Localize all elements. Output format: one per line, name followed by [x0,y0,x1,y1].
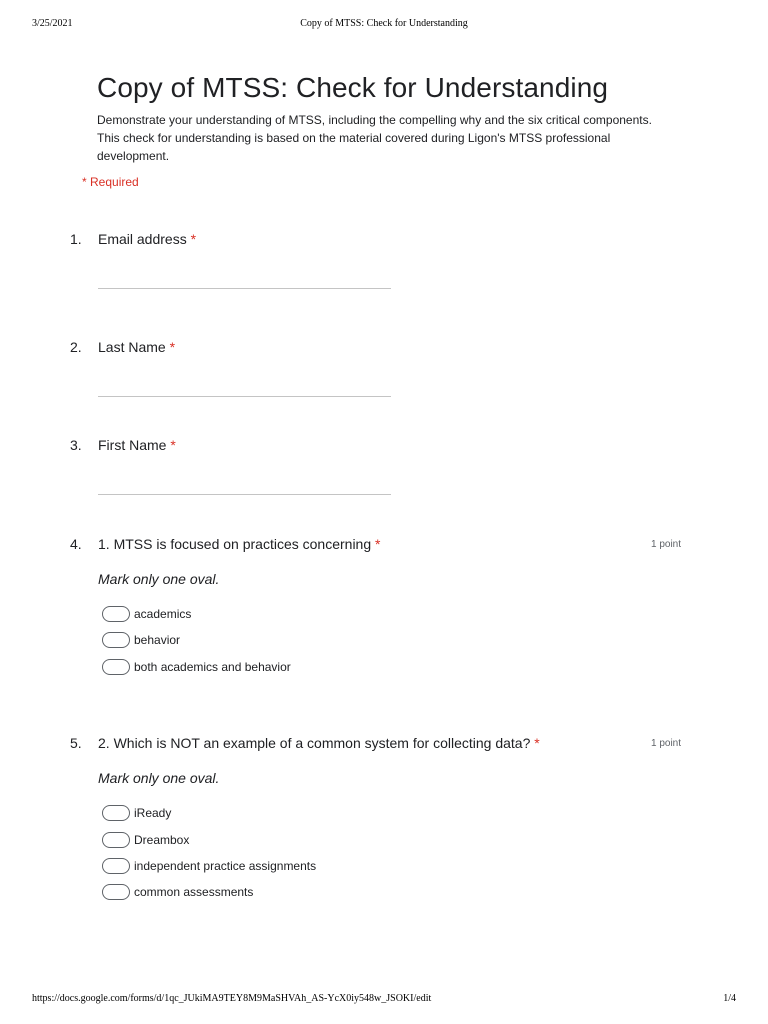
question-text: Email address * [98,231,197,247]
question-number: 4. [70,536,82,552]
form-title: Copy of MTSS: Check for Understanding [97,72,609,103]
radio-oval[interactable] [102,832,130,848]
question-hint: Mark only one oval. [98,770,220,786]
question-number: 3. [70,437,82,453]
required-asterisk: * [190,231,197,247]
form-description: Demonstrate your understanding of MTSS, including the compelling why and the six critical components. This check for understanding is based on the material covered during Ligon's MTSS professional development. [97,113,652,163]
first-name-field[interactable] [98,494,391,495]
required-asterisk: * [170,437,176,453]
points-badge: 1 point [651,539,682,550]
option-label: common assessments [134,885,254,899]
print-page-number: 1/4 [723,993,736,1004]
question-number: 2. [70,339,82,355]
option-label: academics [134,607,192,621]
option-label: Dreambox [134,833,190,847]
question-text: 1. MTSS is focused on practices concerning * [98,536,381,552]
option-label: both academics and behavior [134,660,291,674]
question-hint: Mark only one oval. [98,571,220,587]
print-date: 3/25/2021 [32,18,73,29]
required-asterisk: * [375,536,381,552]
print-title: Copy of MTSS: Check for Understanding [300,18,468,29]
question-number: 5. [70,735,82,751]
radio-oval[interactable] [102,858,130,874]
option-label: independent practice assignments [134,859,317,873]
radio-oval[interactable] [102,659,130,675]
required-asterisk: * [169,339,176,355]
email-field[interactable] [98,288,391,289]
option-label: behavior [134,633,181,647]
required-asterisk: * [534,735,540,751]
radio-oval[interactable] [102,632,130,648]
radio-oval[interactable] [102,805,130,821]
question-text: 2. Which is NOT an example of a common system for collecting data? * [98,735,540,751]
question-text: First Name * [98,437,176,453]
required-note: * Required [82,175,139,189]
question-number: 1. [70,231,82,247]
radio-oval[interactable] [102,884,130,900]
radio-oval[interactable] [102,606,130,622]
option-label: iReady [134,806,172,820]
last-name-field[interactable] [98,396,391,397]
question-text: Last Name * [98,339,176,355]
points-badge: 1 point [651,738,682,749]
print-url: https://docs.google.com/forms/d/1qc_JUkiMA9TEY8M9MaSHVAh_AS-YcX0iy548w_JSOKI/edit [32,993,432,1004]
